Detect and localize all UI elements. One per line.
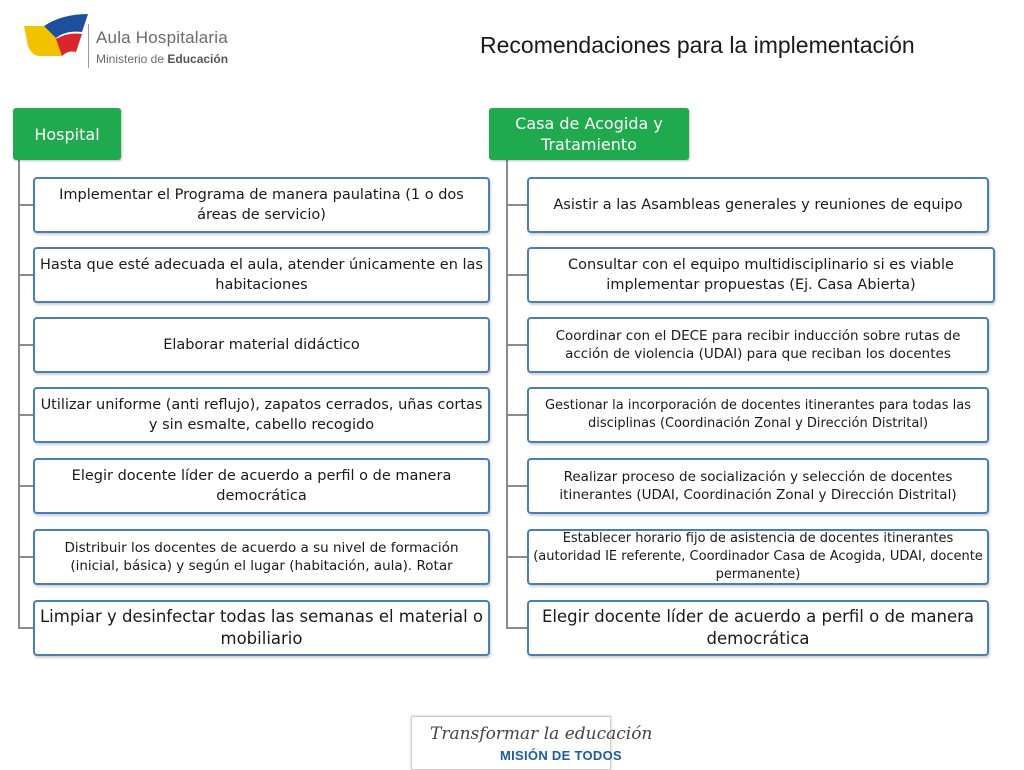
casa-item: Coordinar con el DECE para recibir inducción sobre rutas de acción de violencia (UDAI) para que reciban los docentes (527, 317, 989, 373)
hospital-header: Hospital (13, 108, 121, 160)
right-branch (506, 344, 528, 346)
right-branch (506, 627, 528, 629)
hospital-item: Hasta que esté adecuada el aula, atender únicamente en las habitaciones (33, 247, 490, 303)
hospital-item: Elegir docente líder de acuerdo a perfil o de manera democrática (33, 458, 490, 514)
right-branch (506, 274, 528, 276)
left-branch (18, 414, 34, 416)
casa-item: Elegir docente líder de acuerdo a perfil o de manera democrática (527, 600, 989, 656)
hospital-item: Limpiar y desinfectar todas las semanas el material o mobiliario (33, 600, 490, 656)
hospital-item: Distribuir los docentes de acuerdo a su nivel de formación (inicial, básica) y según el lugar (habitación, aula). Rotar (33, 529, 490, 585)
logo-divider (88, 24, 89, 68)
logo-subtitle: Ministerio de Educación (96, 52, 229, 66)
hospital-item: Utilizar uniforme (anti reflujo), zapatos cerrados, uñas cortas y sin esmalte, cabello recogido (33, 387, 490, 443)
campaign-slogan: Transformar la educación (430, 724, 653, 744)
casa-item: Consultar con el equipo multidisciplinario si es viable implementar propuestas (Ej. Casa Abierta) (527, 247, 995, 303)
left-branch (18, 274, 34, 276)
logo-title: Aula Hospitalaria (96, 28, 228, 47)
slide-title: Recomendaciones para la implementación (480, 32, 915, 58)
right-branch (506, 556, 528, 558)
casa-item: Asistir a las Asambleas generales y reuniones de equipo (527, 177, 989, 233)
left-branch (18, 627, 34, 629)
right-branch (506, 204, 528, 206)
casa-item: Realizar proceso de socialización y selección de docentes itinerantes (UDAI, Coordinación Zonal y Dirección Distrital) (527, 458, 989, 514)
right-branch (506, 414, 528, 416)
right-branch (506, 485, 528, 487)
hospital-item: Elaborar material didáctico (33, 317, 490, 373)
casa-item: Establecer horario fijo de asistencia de docentes itinerantes (autoridad IE referente, Coordinador Casa de Acogida, UDAI, docente permanente) (527, 529, 989, 585)
left-branch (18, 485, 34, 487)
hospital-item: Implementar el Programa de manera paulatina (1 o dos áreas de servicio) (33, 177, 490, 233)
campaign-tagline: MISIÓN DE TODOS (500, 748, 622, 763)
left-branch (18, 344, 34, 346)
casa-item: Gestionar la incorporación de docentes itinerantes para todas las disciplinas (Coordinación Zonal y Dirección Distrital) (527, 387, 989, 443)
casa-acogida-header: Casa de Acogida y Tratamiento (489, 108, 689, 160)
flag-emblem-icon (22, 12, 92, 68)
left-branch (18, 556, 34, 558)
left-branch (18, 204, 34, 206)
